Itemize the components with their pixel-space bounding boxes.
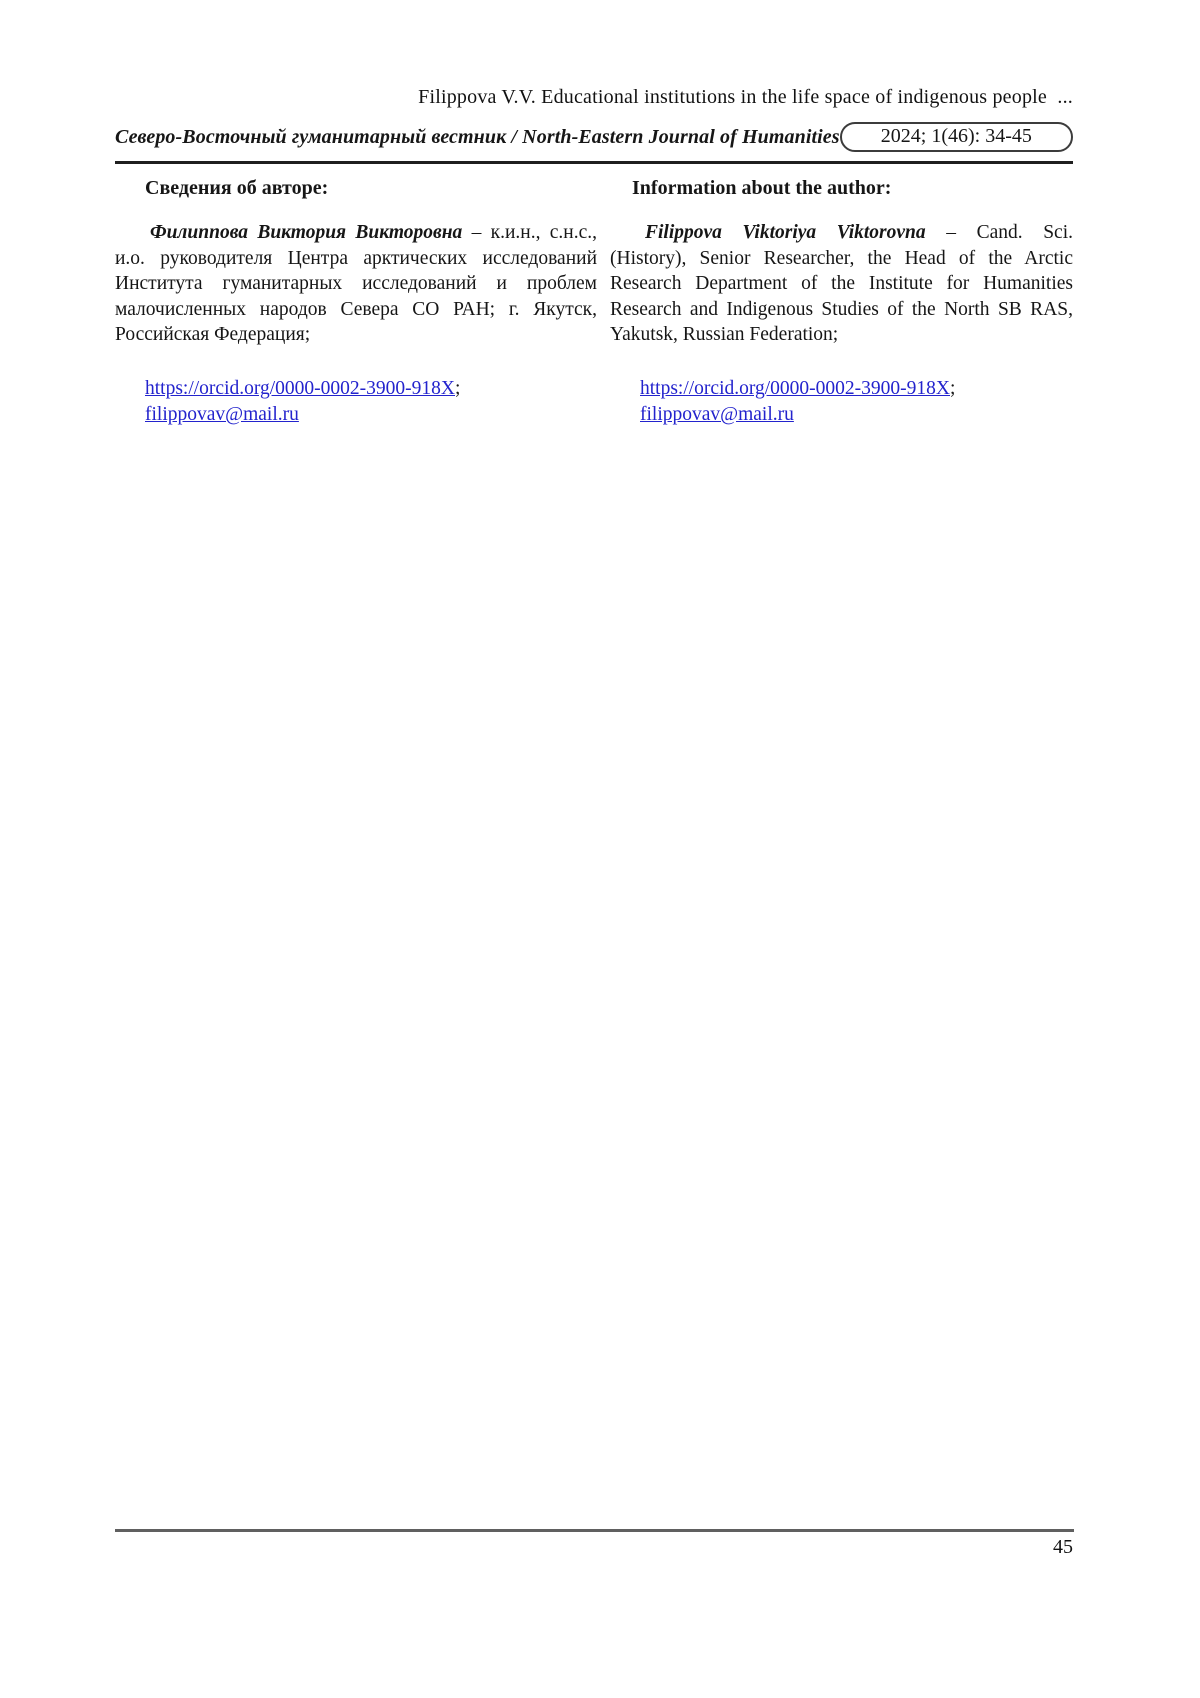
- email-line-en: [640, 402, 1073, 429]
- footer-divider: [115, 1529, 1074, 1532]
- orcid-separator-en: ;: [950, 377, 956, 399]
- orcid-link-ru[interactable]: https://orcid.org/0000-0002-3900-918X: [145, 377, 455, 399]
- author-section-en: [610, 176, 1073, 429]
- journal-title: Северо-Восточный гуманитарный вестник / North-Eastern Journal of Humanities: [115, 125, 840, 148]
- author-name-en: Filippova Viktoriya Viktorovna: [645, 222, 926, 243]
- orcid-link-en[interactable]: https://orcid.org/0000-0002-3900-918X: [640, 377, 950, 399]
- orcid-line-ru: [145, 376, 597, 403]
- page-content: [115, 0, 1073, 429]
- author-paragraph-ru: [115, 220, 597, 348]
- journal-header-row: [115, 122, 1073, 152]
- section-heading-ru: Сведения об авторе:: [145, 177, 329, 199]
- author-name-ru: Филиппова Виктория Викторовна: [150, 222, 463, 243]
- email-line-ru: [145, 402, 597, 429]
- links-block-ru: [115, 376, 597, 429]
- author-details-ru: – к.и.н., с.н.с., и.о. руководителя Центра арктических исследований Института гуманитарных исследований и проблем малочисленных народов Севера СО РАН; г. Якутск, Российская Федерация;: [115, 222, 597, 345]
- header-divider: [115, 161, 1073, 164]
- author-paragraph-en: [610, 220, 1073, 348]
- author-details-en: – Cand. Sci. (History), Senior Researcher, the Head of the Arctic Research Department of the Institute for Humanities Research and Indigenous Studies of the North SB RAS, Yakutsk, Russian Federation;: [610, 222, 1073, 345]
- orcid-separator-ru: ;: [455, 377, 461, 399]
- author-section-ru: [115, 176, 597, 429]
- orcid-line-en: [640, 376, 1073, 403]
- issue-badge: 2024; 1(46): 34-45: [840, 122, 1073, 152]
- links-block-en: [610, 376, 1073, 429]
- author-columns: [115, 176, 1073, 429]
- running-title: Filippova V.V. Educational institutions in the life space of indigenous people ...: [418, 86, 1073, 108]
- page-number: 45: [1053, 1536, 1073, 1558]
- email-link-en[interactable]: filippovav@mail.ru: [640, 404, 794, 425]
- section-heading-en: Information about the author:: [632, 177, 892, 199]
- email-link-ru[interactable]: filippovav@mail.ru: [145, 404, 299, 425]
